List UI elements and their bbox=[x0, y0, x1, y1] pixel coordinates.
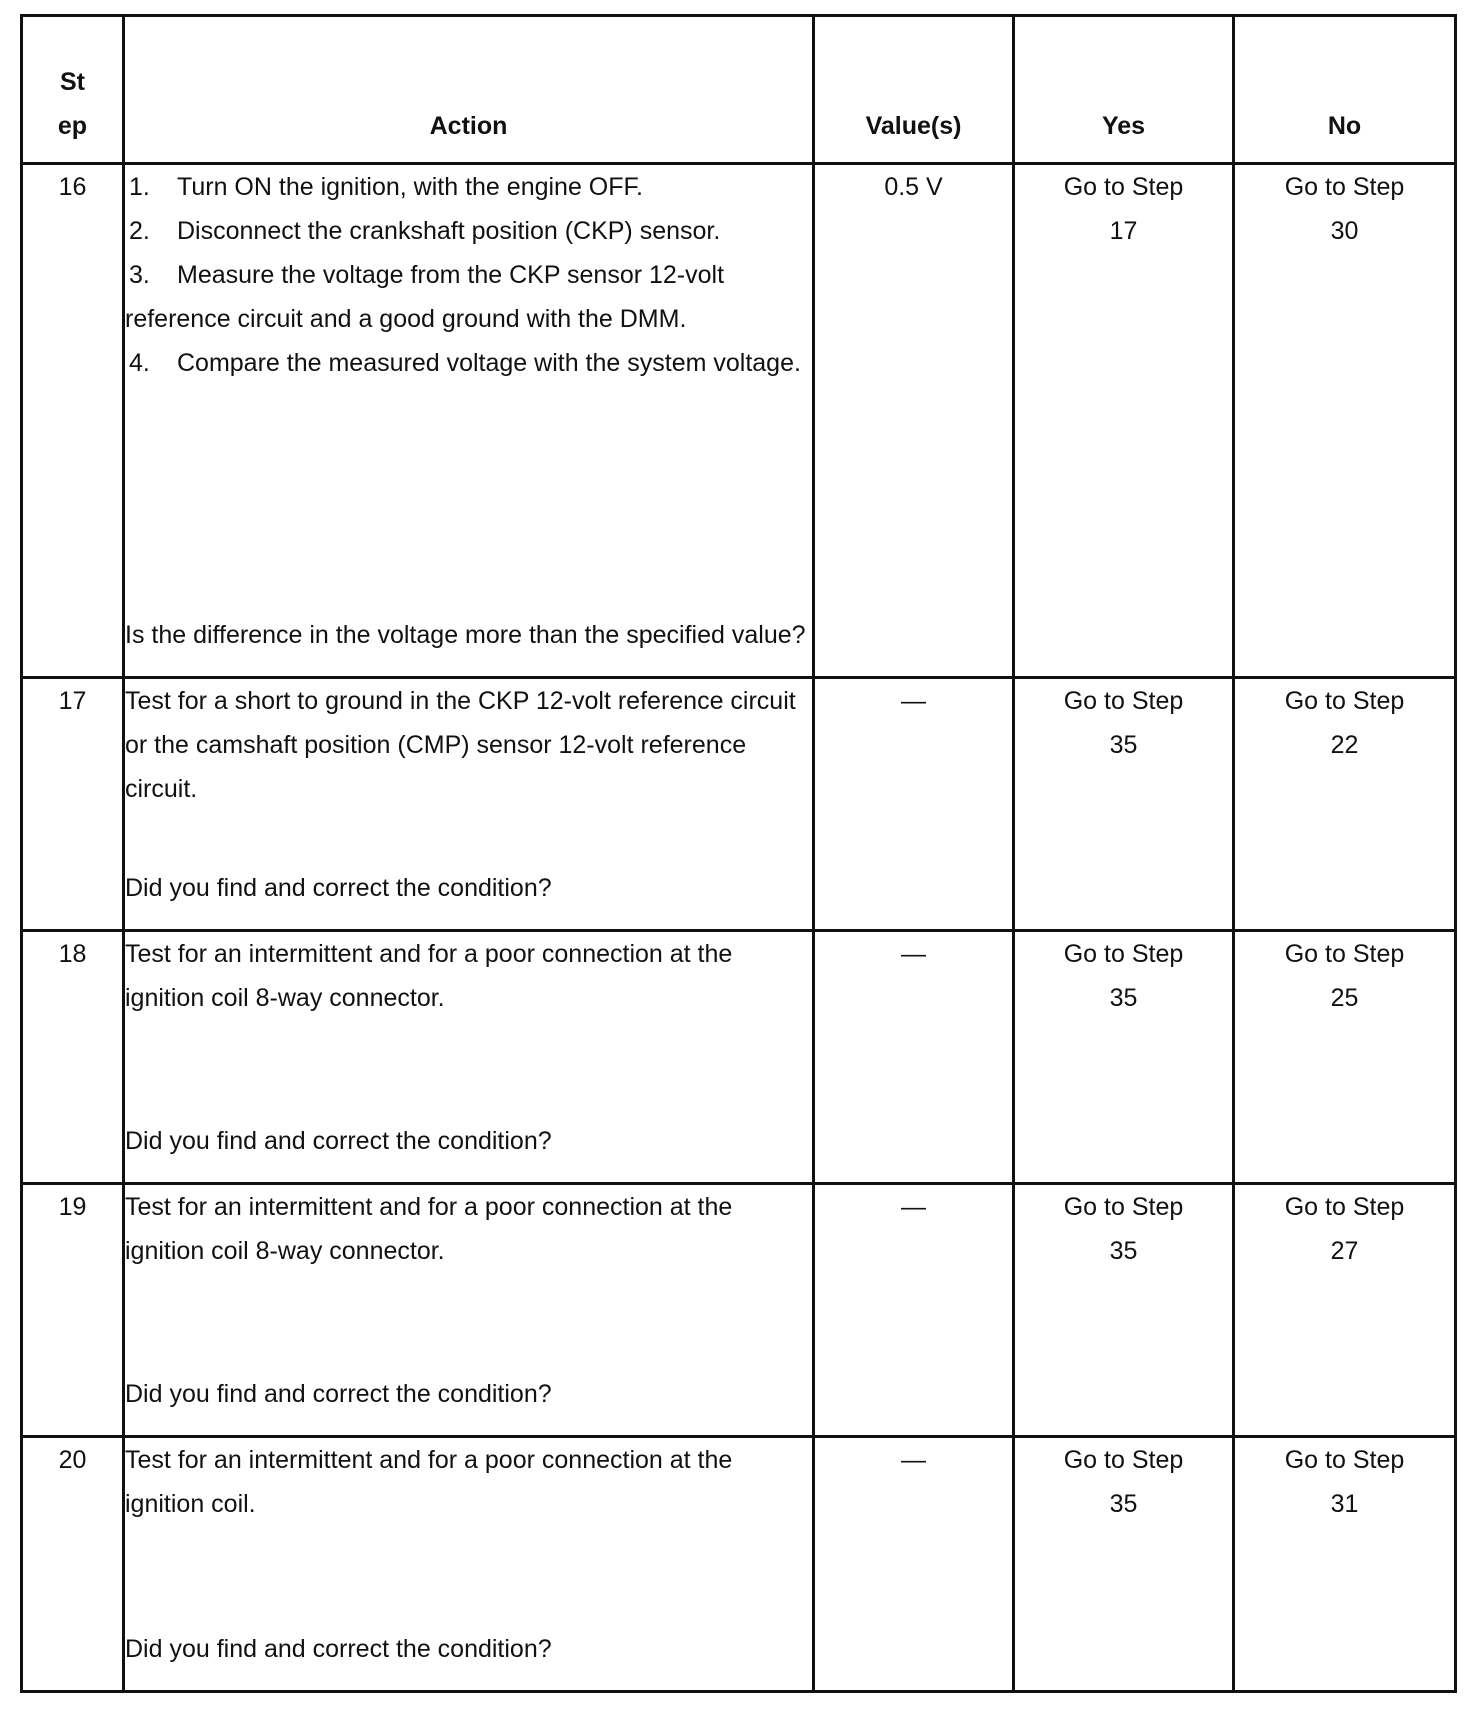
value-cell: — bbox=[814, 931, 1014, 1184]
no-cell bbox=[1234, 678, 1456, 931]
step-number: 18 bbox=[22, 931, 124, 1184]
yes-goto-label: Go to Step bbox=[1063, 173, 1184, 201]
header-yes: Yes bbox=[1014, 16, 1234, 164]
header-row bbox=[22, 16, 1456, 164]
table-row bbox=[22, 164, 1456, 678]
step-number: 20 bbox=[22, 1437, 124, 1692]
action-description: Test for an intermittent and for a poor connection at the ignition coil 8-way connector. bbox=[125, 940, 733, 1012]
value-cell: 0.5 V bbox=[814, 164, 1014, 678]
diagnostic-table bbox=[20, 14, 1457, 1693]
value-cell: — bbox=[814, 1184, 1014, 1437]
value-cell: — bbox=[814, 1437, 1014, 1692]
table-row bbox=[22, 678, 1456, 931]
no-goto-label: Go to Step bbox=[1284, 1193, 1405, 1221]
action-question: Did you find and correct the condition? bbox=[125, 1635, 552, 1663]
yes-goto-step: 35 bbox=[1109, 731, 1138, 759]
yes-goto-label: Go to Step bbox=[1063, 687, 1184, 715]
yes-goto-step: 35 bbox=[1109, 1237, 1138, 1265]
no-goto-step: 30 bbox=[1330, 217, 1359, 245]
step-number: 17 bbox=[22, 678, 124, 931]
yes-goto-label: Go to Step bbox=[1063, 1446, 1184, 1474]
action-question: Did you find and correct the condition? bbox=[125, 874, 552, 902]
yes-goto-label: Go to Step bbox=[1063, 1193, 1184, 1221]
no-goto-step: 22 bbox=[1330, 731, 1359, 759]
no-goto-label: Go to Step bbox=[1284, 687, 1405, 715]
substep-number: 4. bbox=[129, 349, 150, 377]
substep-item bbox=[125, 165, 812, 209]
action-question: Did you find and correct the condition? bbox=[125, 1127, 552, 1155]
yes-cell bbox=[1014, 1184, 1234, 1437]
value-cell: — bbox=[814, 678, 1014, 931]
no-goto-step: 31 bbox=[1330, 1490, 1359, 1518]
substep-number: 2. bbox=[129, 217, 150, 245]
table-row bbox=[22, 931, 1456, 1184]
yes-goto-label: Go to Step bbox=[1063, 940, 1184, 968]
yes-cell bbox=[1014, 164, 1234, 678]
action-cell bbox=[124, 931, 814, 1184]
action-cell bbox=[124, 1437, 814, 1692]
action-cell bbox=[124, 164, 814, 678]
substep-number: 1. bbox=[129, 173, 150, 201]
no-cell bbox=[1234, 1437, 1456, 1692]
substep-item bbox=[125, 341, 812, 385]
header-action: Action bbox=[124, 16, 814, 164]
header-values: Value(s) bbox=[814, 16, 1014, 164]
table-row bbox=[22, 1184, 1456, 1437]
action-description: Test for an intermittent and for a poor connection at the ignition coil 8-way connector. bbox=[125, 1193, 733, 1265]
yes-goto-step: 17 bbox=[1109, 217, 1138, 245]
yes-cell bbox=[1014, 1437, 1234, 1692]
yes-goto-step: 35 bbox=[1109, 1490, 1138, 1518]
header-step: St ep bbox=[22, 16, 124, 164]
substep-item bbox=[125, 209, 812, 253]
no-cell bbox=[1234, 1184, 1456, 1437]
yes-goto-step: 35 bbox=[1109, 984, 1138, 1012]
no-cell bbox=[1234, 931, 1456, 1184]
substep-number: 3. bbox=[129, 261, 150, 289]
substep-text: Compare the measured voltage with the system voltage. bbox=[177, 349, 801, 377]
table-row bbox=[22, 1437, 1456, 1692]
no-goto-step: 25 bbox=[1330, 984, 1359, 1012]
substep-text: Disconnect the crankshaft position (CKP) sensor. bbox=[177, 217, 721, 245]
action-question: Is the difference in the voltage more than the specified value? bbox=[125, 621, 806, 649]
header-no: No bbox=[1234, 16, 1456, 164]
action-description: Test for a short to ground in the CKP 12-volt reference circuit or the camshaft position (CMP) sensor 12-volt reference circuit. bbox=[125, 687, 796, 803]
action-question: Did you find and correct the condition? bbox=[125, 1380, 552, 1408]
step-number: 19 bbox=[22, 1184, 124, 1437]
no-goto-label: Go to Step bbox=[1284, 940, 1405, 968]
substep-text: Measure the voltage from the CKP sensor 12-volt reference circuit and a good ground with the DMM. bbox=[125, 261, 725, 333]
yes-cell bbox=[1014, 931, 1234, 1184]
action-cell bbox=[124, 1184, 814, 1437]
action-description: Test for an intermittent and for a poor connection at the ignition coil. bbox=[125, 1446, 733, 1518]
step-number: 16 bbox=[22, 164, 124, 678]
no-goto-label: Go to Step bbox=[1284, 1446, 1405, 1474]
no-cell bbox=[1234, 164, 1456, 678]
substep-text: Turn ON the ignition, with the engine OFF. bbox=[177, 173, 643, 201]
action-cell bbox=[124, 678, 814, 931]
no-goto-step: 27 bbox=[1330, 1237, 1359, 1265]
no-goto-label: Go to Step bbox=[1284, 173, 1405, 201]
substep-list bbox=[125, 165, 812, 385]
substep-item bbox=[125, 253, 812, 341]
yes-cell bbox=[1014, 678, 1234, 931]
